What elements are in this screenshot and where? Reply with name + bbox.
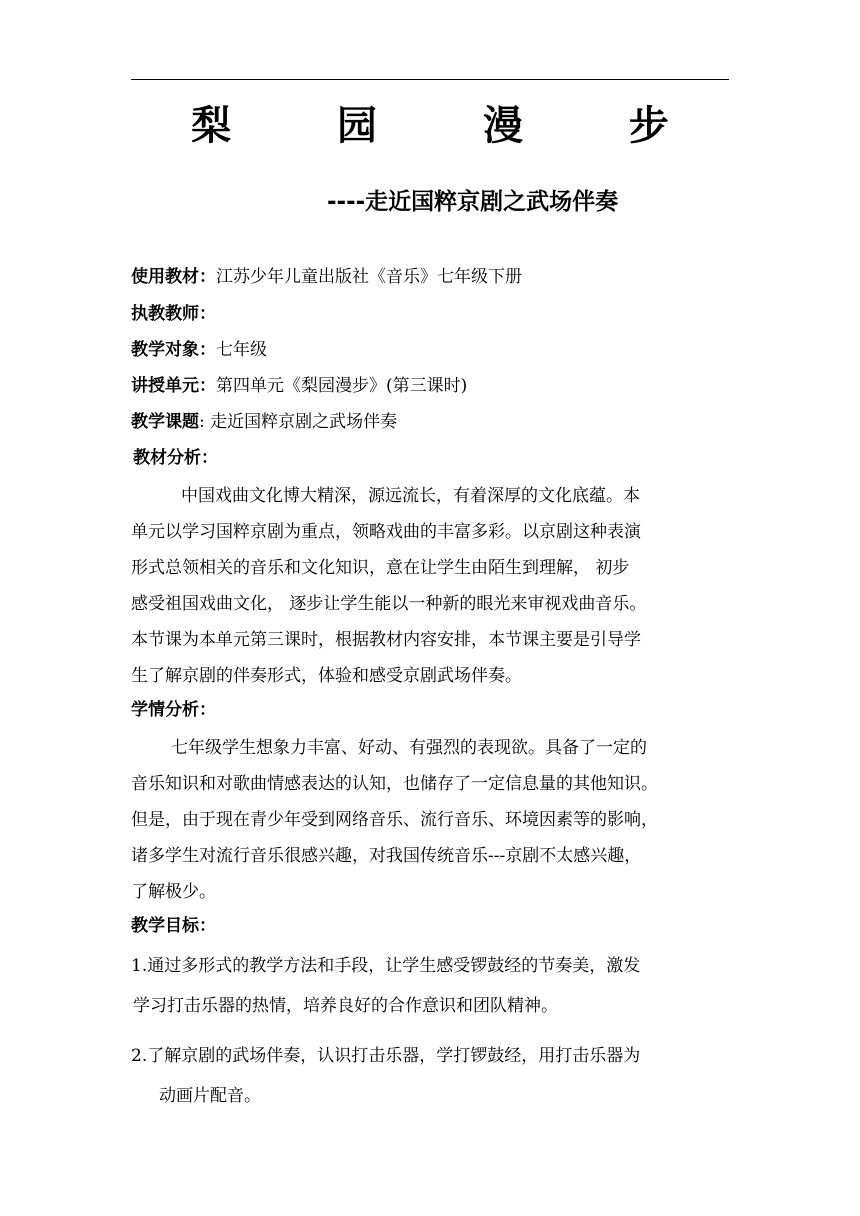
meta-label: 讲授单元： [131, 376, 216, 396]
paragraph-line: 音乐知识和对歌曲情感表达的认知，也储存了一定信息量的其他知识。 [131, 774, 658, 794]
meta-value: 江苏少年儿童出版社《音乐》七年级下册 [216, 267, 522, 287]
material-analysis-heading: 教材分析： [133, 448, 218, 468]
goal-line: 学习打击乐器的热情，培养良好的合作意识和团队精神。 [133, 996, 558, 1016]
paragraph-line: 但是，由于现在青少年受到网络音乐、流行音乐、环境因素等的影响， [131, 810, 658, 830]
paragraph-line: 本节课为本单元第三课时，根据教材内容安排，本节课主要是引导学 [131, 630, 641, 650]
goal-line: 1.通过多形式的教学方法和手段，让学生感受锣鼓经的节奏美，激发 [131, 956, 641, 976]
material-analysis-body [131, 478, 731, 694]
paragraph-line: 单元以学习国粹京剧为重点，领略戏曲的丰富多彩。以京剧这种表演 [131, 522, 641, 542]
paragraph-line: 生了解京剧的伴奏形式，体验和感受京剧武场伴奏。 [131, 666, 522, 686]
paragraph-line: 感受祖国戏曲文化， 逐步让学生能以一种新的眼光来审视戏曲音乐。 [131, 594, 647, 614]
meta-label: 执教教师： [131, 304, 216, 324]
meta-value: 七年级 [216, 340, 267, 360]
meta-label: 使用教材： [131, 267, 216, 287]
paragraph-line: 中国戏曲文化博大精深，源远流长，有着深厚的文化底蕴。本 [181, 486, 640, 506]
goal-line: 动画片配音。 [159, 1086, 261, 1106]
student-analysis-heading: 学情分析： [131, 700, 216, 720]
meta-label: 教学课题 [131, 412, 199, 432]
meta-teacher [131, 302, 216, 326]
student-analysis-body [131, 730, 731, 910]
page-title: 梨 园 漫 步 [191, 103, 715, 149]
teaching-goal-item [131, 1036, 731, 1116]
paragraph-line: 形式总领相关的音乐和文化知识，意在让学生由陌生到理解， 初步 [131, 558, 630, 578]
meta-value: : 走近国粹京剧之武场伴奏 [199, 412, 398, 432]
meta-textbook [131, 265, 522, 289]
meta-unit [131, 374, 467, 398]
teaching-goals-heading: 教学目标： [131, 916, 216, 936]
meta-audience [131, 338, 267, 362]
paragraph-line: 七年级学生想象力丰富、好动、有强烈的表现欲。具备了一定的 [171, 738, 647, 758]
paragraph-line: 诸多学生对流行音乐很感兴趣，对我国传统音乐---京剧不太感兴趣， [131, 846, 642, 866]
meta-label: 教学对象： [131, 340, 216, 360]
meta-value: 第四单元《梨园漫步》(第三课时) [216, 376, 468, 396]
page-subtitle: ----走近国粹京剧之武场伴奏 [327, 189, 619, 215]
paragraph-line: 了解极少。 [131, 882, 216, 902]
header-rule [131, 79, 729, 80]
goal-line: 2.了解京剧的武场伴奏，认识打击乐器，学打锣鼓经，用打击乐器为 [131, 1046, 641, 1066]
teaching-goal-item [131, 946, 731, 1026]
meta-topic [131, 410, 397, 434]
